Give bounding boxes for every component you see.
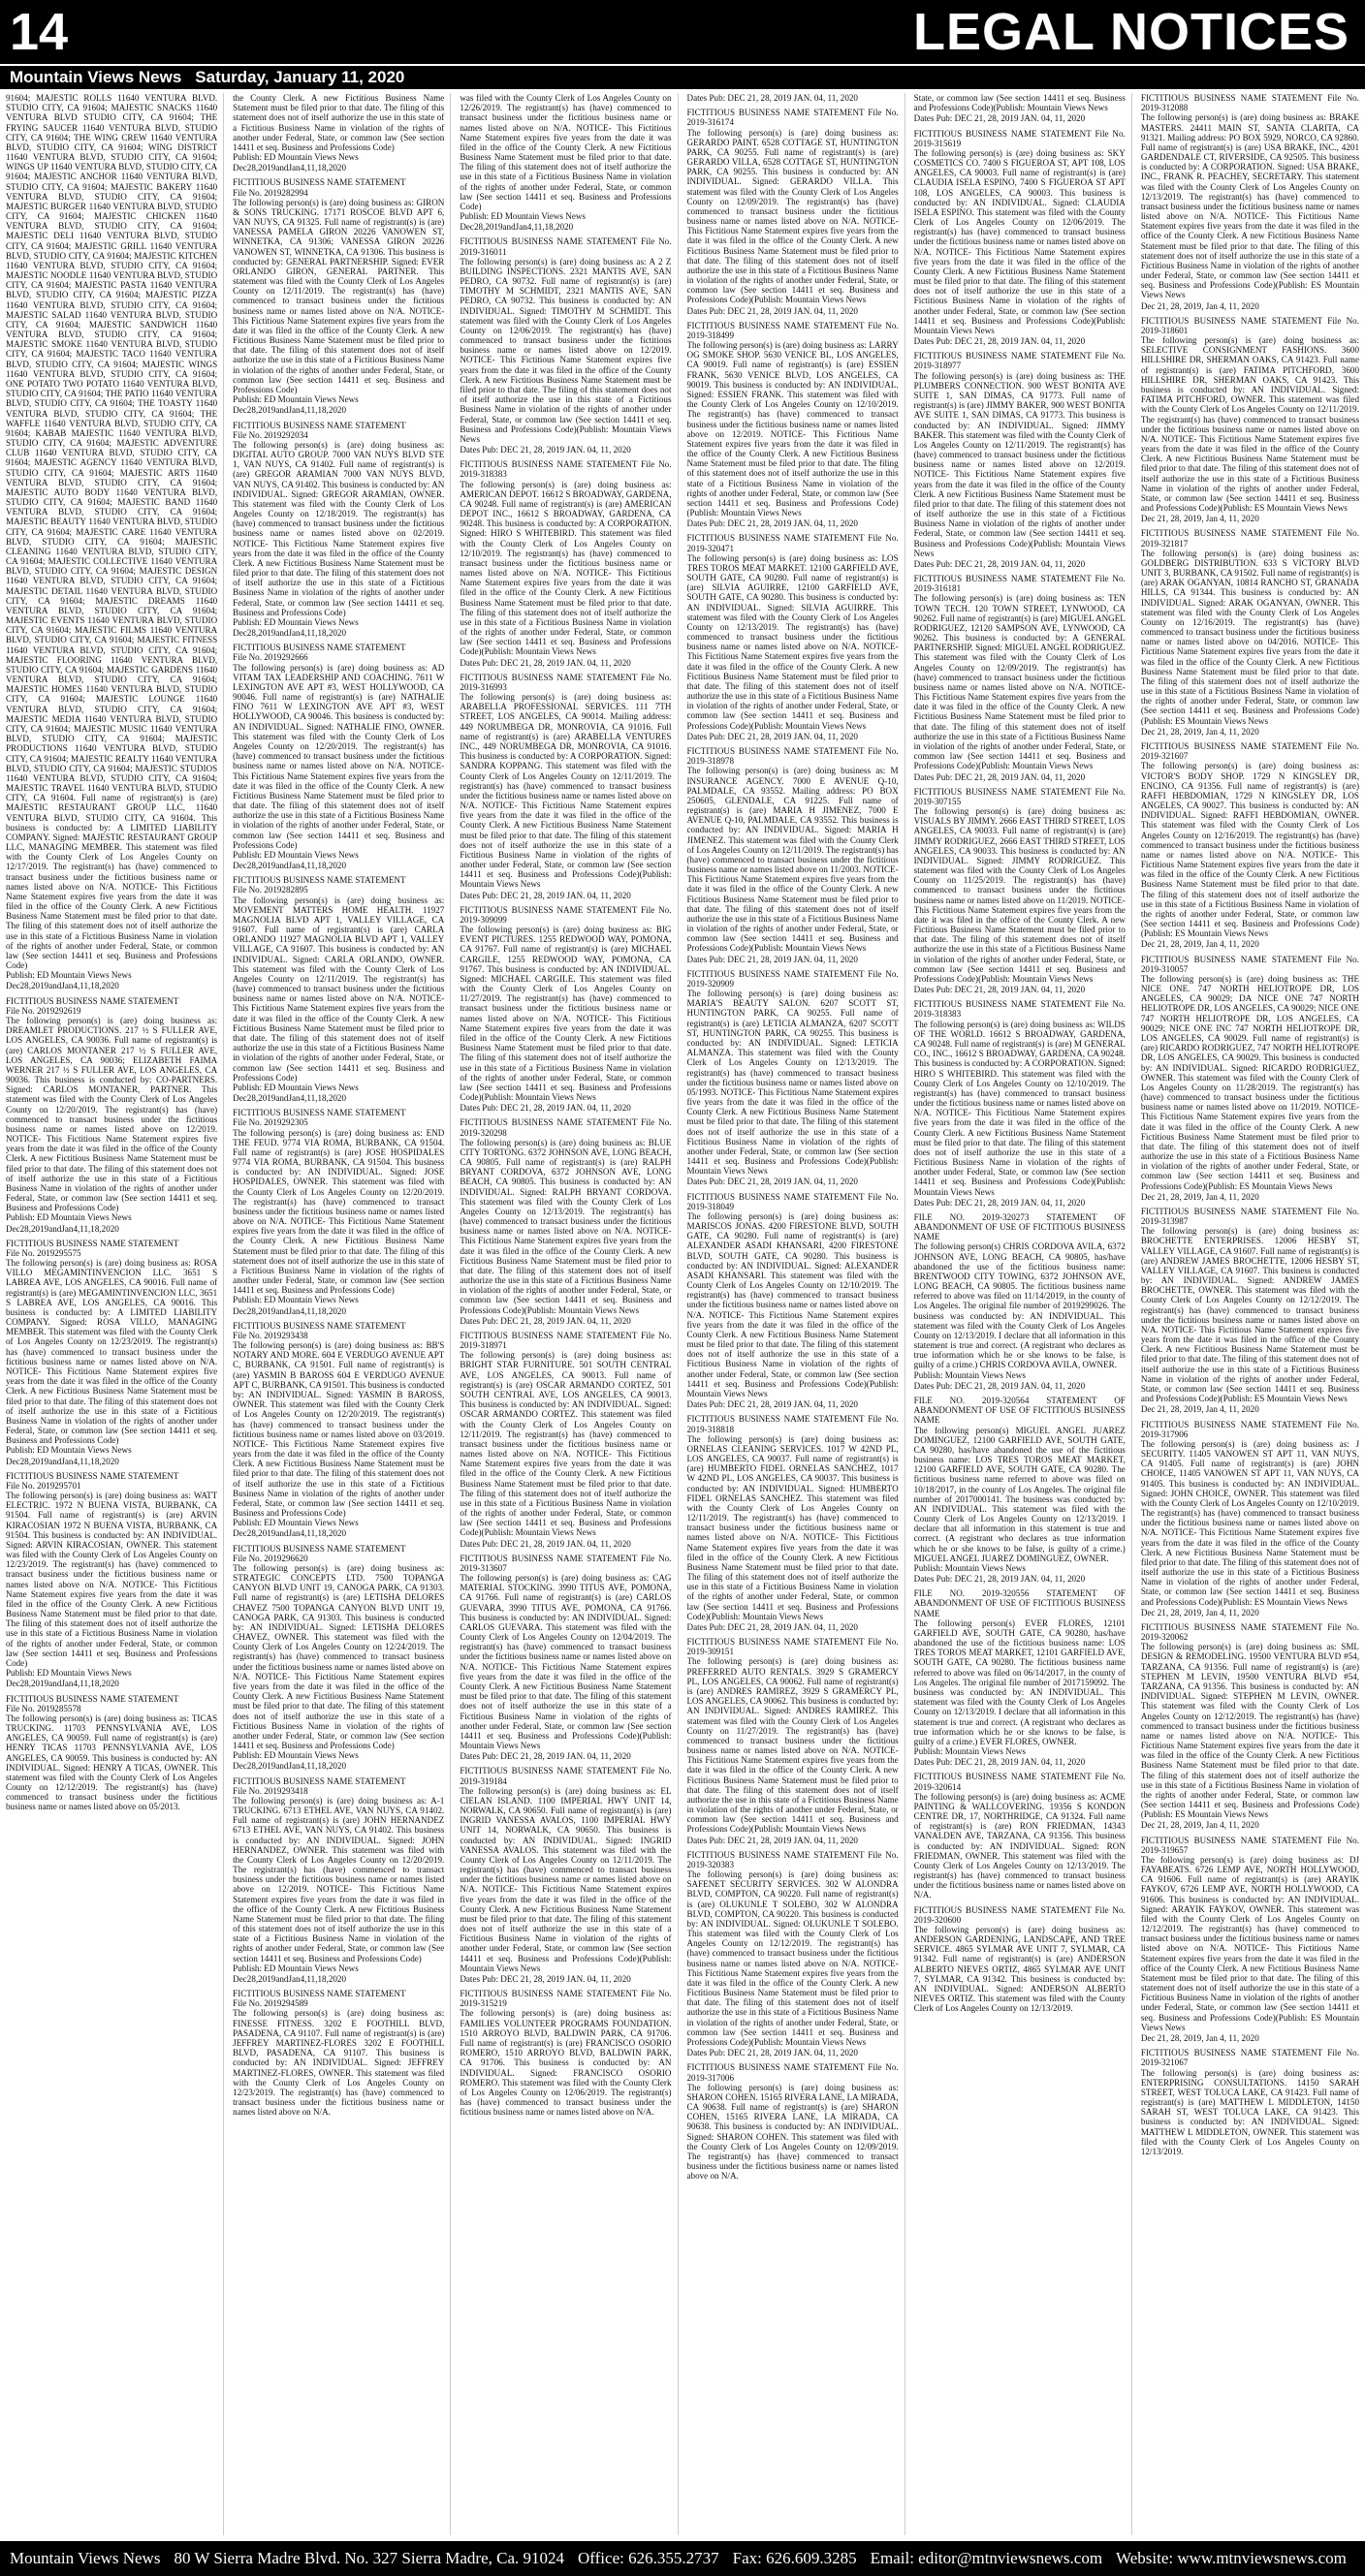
- legal-notice: [460, 905, 671, 1114]
- notice-dates: Dates Pub: DEC 21, 28, 2019 JAN. 04, 11, 2020: [460, 1538, 631, 1549]
- notice-body: The following person(s) is (are) doing business as: WILDS OF THE WORLD. 16612 S BROADWAY, GARDENA, CA 90248. Full name of registrant(s) is (are) M GENERAL CO., INC., 16612 S BROADWAY, GARDENA, CA 90248. This business is conducted by: A CORPORATION. Signed: HIRO S WHITEBIRD. This statement was filed with the County Clerk of Los Angeles County on 12/10/2019. The registrant(s) has (have) commenced to transact business under the fictitious business name or names listed above on N/A. NOTICE- This Fictitious Name Statement expires five years from the date it was filed in the office of the County Clerk. A new Fictitious Business Name Statement must be filed prior to that date. The filing of this statement does not of itself authorize the use in this state of a Fictitious Business Name in violation of the rights of another under Federal, State, or common law (See section 14411 et seq. Business and Professions Code)(Publish: Mountain Views News: [913, 1019, 1126, 1197]
- notice-body: The following person(s) is (are) doing business as: AD VITAM TAX LEADERSHIP AND COACHING. 7611 W LEXINGTON AVE APT #3, WEST HOLLYWOOD, CA 90046. Full name of registrant(s) is (are) NATHALIE FINO 7611 W LEXINGTON AVE APT #3, WEST HOLLYWOOD, CA 90046. This business is conducted by: AN INDIVIDUAL. Signed: NATHALIE FINO, OWNER. This statement was filed with the County Clerk of Los Angeles County on 12/20/2019. The registrant(s) has (have) commenced to transact business under the fictitious business name or names listed above on N/A. NOTICE- This Fictitious Name Statement expires five years from the date it was filed in the office of the County Clerk. A new Fictitious Business Name Statement must be filed prior to that date. The filing of this statement does not of itself authorize the use in this state of a Fictitious Business Name in violation of the rights of another under Federal, State, or common law (See section 14411 et seq. Business and Professions Code): [233, 662, 445, 850]
- notice-title: FICTITIOUS BUSINESS NAME STATEMENT File No. 2019-320614: [913, 1772, 1126, 1792]
- notice-body: The following person(s) is (are) doing business as: TEN TOWN TECH. 120 TOWN STREET, LYNWOOD, CA 90262. Full name of registrant(s) is (are) MIGUEL ANGEL RODRIGUEZ, 12120 SAMPSON AVE, LYNWOOD, CA 90262. This business is conducted by: A GENERAL PARTNERSHIP. Signed: MIGUEL ANGEL RODRIGUEZ. This statement was filed with the County Clerk of Los Angeles County on 12/09/2019. The registrant(s) has (have) commenced to transact business under the fictitious business name or names listed above on N/A. NOTICE- This Fictitious Name Statement expires five years from the date it was filed in the office of the County Clerk. A new Fictitious Business Name Statement must be filed prior to that date. The filing of this statement does not of itself authorize the use in this state of a Fictitious Business Name in violation of the rights of another under Federal, State, or common law (See section 14411 et seq. Business and Professions Code)(Publish: Mountain Views News: [913, 593, 1126, 771]
- notice-body: The following person(s) is (are) doing business as: SKY COSMETICS CO. 7400 S FIGUEROA ST, APT 108, LOS ANGELES, CA 90003. Full name of registrant(s) is (are) CLAUDIA ISELA ESPINO, 7400 S FIGUEROA ST APT 108, LOS ANGELES, CA 90003. This business is conducted by: AN INDIVIDUAL. Signed: CLAUDIA ISELA ESPINO. This statement was filed with the County Clerk of Los Angeles County on 12/06/2019. The registrant(s) has (have) commenced to transact business under the fictitious business name or names listed above on N/A. NOTICE- This Fictitious Name Statement expires five years from the date it was filed in the office of the County Clerk. A new Fictitious Business Name Statement must be filed prior to that date. The filing of this statement does not of itself authorize the use in this state of a Fictitious Business Name in violation of the rights of another under Federal, State, or common law (See section 14411 et seq. Business and Professions Code)(Publish: Mountain Views News: [913, 147, 1126, 335]
- footer-website[interactable]: Website: www.mtnviewsnews.com: [1116, 2549, 1347, 2567]
- notice-dates: Dec 21, 28, 2019, Jan 4, 11, 2020: [1140, 514, 1259, 524]
- notice-body: The following person(s) is (are) doing business as: BRAKE MASTERS. 24411 MAIN ST, SANTA CLARITA, CA 91321. Mailing address: PO BOX 5929, NORCO, CA 92860. Full name of registrant(s) is (are) USA BRAKE, INC., 4201 GARDENDALE CT, RIVERSIDE, CA 92505. This business is conducted by: A CORPORATION. Signed: USA BRAKE, INC., FRANK R. PEACHEY, SECRETARY. This statement was filed with the County Clerk of Los Angeles County on 12/13/2019. The registrant(s) has (have) commenced to transact business under the fictitious business name or names listed above on N/A. NOTICE- This Fictitious Name Statement expires five years from the date it was filed in the office of the County Clerk. A new Fictitious Business Name Statement must be filed prior to that date. The filing of this statement does not of itself authorize the use in this state of a Fictitious Business Name in violation of the rights of another under Federal, State, or common law (See section 14411 et seq. Business and Professions Code)(Publish: ES Mountain Views News: [1140, 112, 1359, 300]
- legal-notice: [233, 177, 444, 415]
- notice-publication: Publish: ED Mountain Views News: [233, 152, 359, 163]
- notice-dates: Dates Pub: DEC 21, 28, 2019 JAN. 04, 11, 2020: [913, 558, 1086, 569]
- notice-body: The following person(s) is (are) doing business as: BRIGHT STAR FURNITURE. 501 SOUTH CENTRAL AVE, LOS ANGELES, CA 90013. Full name of registrant(s) is (are) OSCAR ARMANDO CORTEZ, 501 SOUTH CENTRAL AVE, LOS ANGELES, CA 90013. This business is conducted by: AN INDIVIDUAL. Signed: OSCAR ARMANDO CORTEZ. This statement was filed with the County Clerk of Los Angeles County on 12/11/2019. The registrant(s) has (have) commenced to transact business under the fictitious business name or names listed above on N/A. NOTICE- This Fictitious Name Statement expires five years from the date it was filed in the office of the County Clerk. A new Fictitious Business Name Statement must be filed prior to that date. The filing of this statement does not of itself authorize the use in this state of a Fictitious Business Name in violation of the rights of another under Federal, State, or common law (See section 14411 et seq. Business and Professions Code)(Publish: Mountain Views News: [460, 1350, 672, 1538]
- notice-body: The following person(s) is (are) doing business as: MARISCOS JONAS. 4200 FIRESTONE BLVD, SOUTH GATE, CA 90280. Full name of registrant(s) is (are) ALEXANDER ASADI KHANSARI, 4200 FIRESTONE BLVD, SOUTH GATE, CA 90280. This business is conducted by: AN INDIVIDUAL. Signed: ALEXANDER ASADI KHANSARI. This statement was filed with the County Clerk of Los Angeles County on 12/10/2019. The registrant(s) has (have) commenced to transact business under the fictitious business name or names listed above on N/A. NOTICE- This Fictitious Name Statement expires five years from the date it was filed in the office of the County Clerk. A new Fictitious Business Name Statement must be filed prior to that date. The filing of this statement does not of itself authorize the use in this state of a Fictitious Business Name in violation of the rights of another under Federal, State, or common law (See section 14411 et seq. Business and Professions Code)(Publish: Mountain Views News: [686, 1210, 899, 1398]
- notice-body: The following person(s) is (are) doing business as: MARIA'S BEAUTY SALON. 6207 SCOTT ST, HUNTINGTON PARK, CA 90255. Full name of registrant(s) is (are) LETICIA ALMANZA, 6207 SCOTT ST, HUNTINGTON PARK, CA 90255. This business is conducted by: AN INDIVIDUAL. Signed: LETICIA ALMANZA. This statement was filed with the County Clerk of Los Angeles County on 12/13/2019. The registrant(s) has (have) commenced to transact business under the fictitious business name or names listed above on 05/1993. NOTICE- This Fictitious Name Statement expires five years from the date it was filed in the office of the County Clerk. A new Fictitious Business Name Statement must be filed prior to that date. The filing of this statement does not of itself authorize the use in this state of a Fictitious Business Name in violation of the rights of another under Federal, State, or common law (See section 14411 et seq. Business and Professions Code)(Publish: Mountain Views News: [686, 989, 899, 1177]
- notice-title: FICTITIOUS BUSINESS NAME STATEMENT: [233, 875, 406, 886]
- notice-title: FICTITIOUS BUSINESS NAME STATEMENT File No. 2019-321607: [1140, 741, 1359, 762]
- legal-notice: [687, 746, 899, 964]
- footer-paper-name: Mountain Views News: [10, 2549, 161, 2567]
- notice-dates: Dates Pub: DEC 21, 28, 2019 JAN. 04, 11, 2020: [686, 1835, 858, 1845]
- notice-body: The following person(s) is (are) doing business as: A 2 Z BUILDING INSPECTIONS. 2321 MANTIS AVE, SAN PEDRO, CA 90732. Full name of registrant(s) is (are) TIMOTHY M SCHMIDT, 2321 MANTIS AVE, SAN PEDRO, CA 90732. This business is conducted by: AN INDIVIDUAL. Signed: TIMOTHY M SCHMIDT. This statement was filed with the County Clerk of Los Angeles County on 12/06/2019. The registrant(s) has (have) commenced to transact business under the fictitious business name or names listed above on 12/2019. NOTICE- This Fictitious Name Statement expires five years from the date it was filed in the office of the County Clerk. A new Fictitious Business Name Statement must be filed prior to that date. The filing of this statement does not of itself authorize the use in this state of a Fictitious Business Name in violation of the rights of another under Federal, State, or common law (See section 14411 et seq. Business and Professions Code)(Publish: Mountain Views News: [460, 256, 672, 444]
- notice-dates: Dates Pub: DEC 21, 28, 2019 JAN. 04, 11, 2020: [686, 2048, 858, 2058]
- notice-title: FICTITIOUS BUSINESS NAME STATEMENT: [6, 1238, 179, 1248]
- notice-body: The following person(s) is (are) doing business as: AMERICAN DEPOT. 16612 S BROADWAY, GARDENA, CA 90248. Full name of registrant(s) is (are) AMERICAN DEPOT INC., 16612 S BROADWAY, GARDENA, CA 90248. This business is conducted by: A CORPORATION. Signed: HIRO S WHITEBIRD. This statement was filed with the County Clerk of Los Angeles County on 12/10/2019. The registrant(s) has (have) commenced to transact business under the fictitious business name or names listed above on N/A. NOTICE- This Fictitious Name Statement expires five years from the date it was filed in the office of the County Clerk. A new Fictitious Business Name Statement must be filed prior to that date. The filing of this statement does not of itself authorize the use in this state of a Fictitious Business Name in violation of the rights of another under Federal, State, or common law (See section 14411 et seq. Business and Professions Code)(Publish: Mountain Views News: [460, 479, 672, 657]
- notice-dates: Dec28,2019andJan4,11,18,2020: [6, 1679, 119, 1689]
- legal-notice: [460, 459, 671, 668]
- legal-notice: [914, 351, 1126, 569]
- footer-office-phone: Office: 626.355.2737: [578, 2549, 719, 2567]
- notice-dates: Dates Pub: DEC 21, 28, 2019 JAN. 04, 11, 2020: [686, 954, 858, 964]
- notice-dates: Dec28,2019andJan4,11,18,2020: [233, 1973, 347, 1984]
- notice-title: FICTITIOUS BUSINESS NAME STATEMENT: [233, 1775, 406, 1786]
- notice-publication: Publish: ED Mountain Views News: [6, 970, 132, 981]
- notice-file-number: File No. 2019293418: [233, 1785, 308, 1796]
- legal-notice: [687, 1414, 899, 1632]
- notice-title: FILE NO. 2019-320564 STATEMENT OF ABANDONMENT OF USE OF FICTITIOUS BUSINESS NAME: [913, 1396, 1126, 1426]
- notice-title: FICTITIOUS BUSINESS NAME STATEMENT: [233, 1108, 406, 1118]
- notice-body: The following person(s) is (are) doing business as: PREFERRED AUTO RENTALS. 3929 S GRAMERCY PL, LOS ANGELES, CA 90062. Full name of registrant(s) is (are) ANDRES RAMIREZ, 3929 S GRAMERCY PL, LOS ANGELES, CA 90062. This business is conducted by: AN INDIVIDUAL. Signed: ANDRES RAMIREZ. This statement was filed with the County Clerk of Los Angeles County on 11/27/2019. The registrant(s) has (have) commenced to transact business under the fictitious business name or names listed above on N/A. NOTICE- This Fictitious Name Statement expires five years from the date it was filed in the office of the County Clerk. A new Fictitious Business Name Statement must be filed prior to that date. The filing of this statement does not of itself authorize the use in this state of a Fictitious Business Name in violation of the rights of another under Federal, State, or common law (See section 14411 et seq. Business and Professions Code)(Publish: Mountain Views News: [686, 1656, 899, 1835]
- notice-publication: Publish: Mountain Views News: [913, 1562, 1026, 1573]
- notice-dates: Dec 21, 28, 2019, Jan 4, 11, 2020: [1140, 1404, 1259, 1415]
- notice-body: The following person(s) is (are) doing business as: SML DESIGN & REMODELING. 19500 VENTURA BLVD #54, TARZANA, CA 91356. Full name of registrant(s) is (are) STEPHEN M LEVIN, 19500 VENTURA BLVD #54, TARZANA, CA 91356. This business is conducted by: AN INDIVIDUAL. Signed: STEPHEN M LEVIN, OWNER. This statement was filed with the County Clerk of Los Angeles County on 12/12/2019. The registrant(s) has (have) commenced to transact business under the fictitious business name or names listed above on N/A. NOTICE- This Fictitious Name Statement expires five years from the date it was filed in the office of the County Clerk. A new Fictitious Business Name Statement must be filed prior to that date. The filing of this statement does not of itself authorize the use in this state of a Fictitious Business Name in violation of the rights of another under Federal, State, or common law (See section 14411 et seq. Business and Professions Code)(Publish: ES Mountain Views News: [1140, 1642, 1359, 1820]
- notice-body: The following person(s) is (are) doing business as: SHARON COHEN. 15165 RIVERA LANE, LA MIRADA, CA 90638. Full name of registrant(s) is (are) SHARON COHEN, 15165 RIVERA LANE, LA MIRADA, CA 90638. This business is conducted by: AN INDIVIDUAL. Signed: SHARON COHEN. This statement was filed with the County Clerk of Los Angeles County on 12/09/2019. The registrant(s) has (have) commenced to transact business under the fictitious business name or names listed above on N/A.: [686, 2082, 899, 2182]
- notice-title: FICTITIOUS BUSINESS NAME STATEMENT File No. 2019-316993: [460, 672, 672, 692]
- legal-notice: [233, 1989, 444, 2117]
- notice-file-number: File No. 2019292305: [233, 1117, 308, 1128]
- notice-title: FICTITIOUS BUSINESS NAME STATEMENT File No. 2019-321817: [1140, 528, 1359, 549]
- notice-column: [914, 93, 1132, 2535]
- notice-publication: Publish: ED Mountain Views News: [233, 1750, 359, 1761]
- footer-email[interactable]: Email: editor@mtnviewsnews.com: [870, 2549, 1103, 2567]
- notice-body: The following person(s) is (are) doing business as: J SECURITY. 11405 VANOWEN ST APT 11, VAN NUYS, CA 91405. Full name of registrant(s) is (are) JOHN CHOICE, 11405 VANOWEN ST APT 11, VAN NUYS, CA 91405. This business is conducted by: AN INDIVIDUAL. Signed: JOHN CHOICE, OWNER. This statement was filed with the County Clerk of Los Angeles County on 12/10/2019. The registrant(s) has (have) commenced to transact business under the fictitious business name or names listed above on N/A. NOTICE- This Fictitious Name Statement expires five years from the date it was filed in the office of the County Clerk. A new Fictitious Business Name Statement must be filed prior to that date. The filing of this statement does not of itself authorize the use in this state of a Fictitious Business Name in violation of the rights of another under Federal, State, or common law (See section 14411 et seq. Business and Professions Code)(Publish: ES Mountain Views News: [1140, 1438, 1359, 1607]
- notice-publication: Publish: ED Mountain Views News: [6, 1668, 132, 1679]
- legal-notice: [233, 1776, 444, 1985]
- notice-dates: Dates Pub: DEC 21, 28, 2019 JAN. 04, 11, 2020: [686, 1621, 858, 1632]
- notice-publication: Publish: ED Mountain Views News: [6, 1445, 132, 1456]
- notice-dates: Dec28,2019andJan4,11,18,2020: [6, 1223, 119, 1234]
- notice-title: FICTITIOUS BUSINESS NAME STATEMENT File No. 2019-318978: [686, 746, 899, 767]
- notice-title: FICTITIOUS BUSINESS NAME STATEMENT File No. 2019-310057: [1140, 954, 1359, 974]
- legal-notice: [914, 574, 1126, 782]
- notice-column: [6, 93, 224, 2535]
- notice-body: The following person(s) is (are) doing business as: ARABELLA PROFESSIONAL SERVICES. 111 7TH STREET, LOS ANGELES, CA 90014. Mailing address: 449 NORUMBEGA DR, MONROVIA, CA 91016. Full name of registrant(s) is (are) ARABELLA VENTURES INC., 449 NORUMBEGA DR, MONROVIA, CA 91016. This business is conducted by: A CORPORATION. Signed: SANDRA KOPPANG. This statement was filed with the County Clerk of Los Angeles County on 12/11/2019. The registrant(s) has (have) commenced to transact business under the fictitious business name or names listed above on N/A. NOTICE- This Fictitious Name Statement expires five years from the date it was filed in the office of the County Clerk. A new Fictitious Business Name Statement must be filed prior to that date. The filing of this statement does not of itself authorize the use in this state of a Fictitious Business Name in violation of the rights of another under Federal, State, or common law (See section 14411 et seq. Business and Professions Code)(Publish: Mountain Views News: [460, 692, 672, 890]
- legal-notice: [460, 1554, 671, 1762]
- notice-title: FICTITIOUS BUSINESS NAME STATEMENT File No. 2019-318971: [460, 1330, 672, 1351]
- notice-column: [460, 93, 678, 2535]
- notice-title: FICTITIOUS BUSINESS NAME STATEMENT: [233, 1320, 406, 1331]
- legal-notice: [233, 875, 444, 1103]
- notice-body: The following person(s) is (are) doing business as: GIRON & SONS TRUCKING. 17171 ROSCOE BLVD APT 6, VAN NUYS, CA 91325. Full name of registrant(s) is (are) VANESSA PAMELA GIRON 20226 VANOWEN ST, WINNETKA, CA 91306; VANESSA GIRON 20226 VANOWEN ST, WINNETKA, CA 91306. This business is conducted by: GENERAL PARTNERSHIP. Signed: EVER ORLANDO GIRON, GENERAL PARTNER. This statement was filed with the County Clerk of Los Angeles County on 12/11/2019. The registrant(s) has (have) commenced to transact business under the fictitious business name or names listed above on N/A. NOTICE- This Fictitious Name Statement expires five years from the date it was filed in the office of the County Clerk. A new Fictitious Business Name Statement must be filed prior to that date. The filing of this statement does not of itself authorize the use in this state of a Fictitious Business Name in violation of the rights of another under Federal, State, or common law (See section 14411 et seq. Business and Professions Code): [233, 197, 445, 394]
- legal-notice: [6, 1239, 217, 1466]
- notice-title: FICTITIOUS BUSINESS NAME STATEMENT: [233, 177, 406, 188]
- legal-notice: [233, 421, 444, 639]
- notice-dates: Dates Pub: DEC 21, 28, 2019 JAN. 04, 11, 2020: [460, 445, 631, 456]
- legal-notice: [687, 321, 899, 529]
- notice-dates: Dec 21, 28, 2019, Jan 4, 11, 2020: [1140, 1607, 1259, 1618]
- notice-publication: Publish: ED Mountain Views News: [233, 1518, 359, 1528]
- notice-body: The following person(s) is (are) doing business as: MOVEMENT MATTERS HOME HEALTH. 11927 MAGNOLIA BLVD APT 1, VALLEY VILLAGE, CA 91607. Full name of registrant(s) is (are) CARLA ORLANDO 11927 MAGNOLIA BLVD APT 1, VALLEY VILLAGE, CA 91607. This business is conducted by: AN INDIVIDUAL. Signed: CARLA ORLANDO, OWNER. This statement was filed with the County Clerk of Los Angeles County on 12/11/2019. The registrant(s) has (have) commenced to transact business under the fictitious business name or names listed above on N/A. NOTICE- This Fictitious Name Statement expires five years from the date it was filed in the office of the County Clerk. A new Fictitious Business Name Statement must be filed prior to that date. The filing of this statement does not of itself authorize the use in this state of a Fictitious Business Name in violation of the rights of another under Federal, State, or common law (See section 14411 et seq. Business and Professions Code): [233, 895, 445, 1083]
- footer-fax: Fax: 626.609.3285: [732, 2549, 857, 2567]
- legal-notice: [6, 996, 217, 1234]
- legal-notice: [687, 1850, 899, 2058]
- notice-title: FICTITIOUS BUSINESS NAME STATEMENT File No. 2019-320298: [460, 1117, 672, 1138]
- notice-dates: Dec28,2019andJan4,11,18,2020: [233, 1093, 347, 1104]
- notice-body: The following person(s) is (are) doing business as: FAMILIES VOLUNTEER PROGRAMS FOUNDATION. 1510 ARROYO BLVD, BALDWIN PARK, CA 91706. Full name of registrant(s) is (are) FRANCISCO OSORIO ROMERO, 1510 ARROYO BLVD, BALDWIN PARK, CA 91706. This business is conducted by: AN INDIVIDUAL. Signed: FRANCISCO OSORIO ROMERO. This statement was filed with the County Clerk of Los Angeles County on 12/06/2019. The registrant(s) has (have) commenced to transact business under the fictitious business name or names listed above on N/A.: [460, 2008, 672, 2118]
- notice-body: The following person(s) is (are) doing business as: CAG MATERIAL STOCKING. 3990 TITUS AVE, POMONA, CA 91766. Full name of registrant(s) is (are) CARLOS GUEVARA, 3990 TITUS AVE, POMONA, CA 91766. This business is conducted by: AN INDIVIDUAL. Signed: CARLOS GUEVARA. This statement was filed with the County Clerk of Los Angeles County on 12/04/2019. The registrant(s) has (have) commenced to transact business under the fictitious business name or names listed above on N/A. NOTICE- This Fictitious Name Statement expires five years from the date it was filed in the office of the County Clerk. A new Fictitious Business Name Statement must be filed prior to that date. The filing of this statement does not of itself authorize the use in this state of a Fictitious Business Name in violation of the rights of another under Federal, State, or common law (See section 14411 et seq. Business and Professions Code)(Publish: Mountain Views News: [460, 1573, 672, 1751]
- legal-notice: [460, 1331, 671, 1549]
- notice-publication: Publish: ED Mountain Views News: [233, 1295, 359, 1305]
- issue-date: Saturday, January 11, 2020: [195, 68, 405, 86]
- notice-columns: [6, 93, 1359, 2535]
- legal-notice: [1141, 1622, 1359, 1831]
- notice-title: FICTITIOUS BUSINESS NAME STATEMENT File No. 2019-316181: [913, 574, 1126, 594]
- notice-publication: Publish: ED Mountain Views News: [233, 849, 359, 860]
- notice-body: The following person(s) CHRIS CORDOVA AVILA, 6372 JOHNSON AVE, LONG BEACH, CA 90805, has/have abandoned the use of the fictitious business name: BRENTWOOD CITY TOWING, 6372 JOHNSON AVE, LONG BEACH, CA 90805. The fictitious business name referred to above was filed on 11/14/2019, in the county of Los Angeles. The original file number of 2019299026. The business was conducted by: AN INDIVIDUAL. This statement was filed with the County Clerk of Los Angeles County on 12/13/2019. I declare that all information in this statement is true and correct. (A registrant who declares as true information which he or she knows to be false, is guilty of a crime.) CHRIS CORDOVA AVILA, OWNER.: [913, 1241, 1126, 1370]
- footer-address: 80 W Sierra Madre Blvd. No. 327 Sierra Madre, Ca. 91024: [174, 2549, 565, 2567]
- notice-title: FICTITIOUS BUSINESS NAME STATEMENT File No. 2019-320909: [686, 968, 899, 989]
- paper-name: Mountain Views News: [10, 68, 182, 86]
- notice-body: The following person(s) is (are) doing business as: THE NICE ONE. 747 NORTH HELIOTROPE DR, LOS ANGELES, CA 90029; DA NICE ONE 747 NORTH HELIOTROPE DR, LOS ANGELES, CA 90029; NICE ONE 747 NORTH HELIOTROPE DR, LOS ANGELES, CA 90029; NICE ONE INC 747 NORTH HELIOTROPE DR, LOS ANGELES, CA 90029. Full name of registrant(s) is (are) RICARDO RODRIGUEZ, 747 NORTH HELIOTROPE DR, LOS ANGELES, CA 90029. This business is conducted by: AN INDIVIDUAL. Signed: RICARDO RODRIGUEZ, OWNER. This statement was filed with the County Clerk of Los Angeles County on 11/28/2019. The registrant(s) has (have) commenced to transact business under the fictitious business name or names listed above on 11/2019. NOTICE- This Fictitious Name Statement expires five years from the date it was filed in the office of the County Clerk. A new Fictitious Business Name Statement must be filed prior to that date. The filing of this statement does not of itself authorize the use in this state of a Fictitious Business Name in violation of the rights of another under Federal, State, or common law (See section 14411 et seq. Business and Professions Code)(Publish: ES Mountain Views News: [1140, 973, 1359, 1191]
- notice-body: State, or common law (See section 14411 et seq. Business and Professions Code)(Publish: Mountain Views News: [913, 93, 1126, 113]
- notice-title: FICTITIOUS BUSINESS NAME STATEMENT File No. 2019-320383: [686, 1849, 899, 1869]
- notice-column: [233, 93, 451, 2535]
- notice-title: FICTITIOUS BUSINESS NAME STATEMENT File No. 2019-318818: [686, 1414, 899, 1434]
- legal-notice: [1141, 93, 1359, 311]
- notice-title: FICTITIOUS BUSINESS NAME STATEMENT File No. 2019-309151: [686, 1637, 899, 1657]
- notice-column: [1141, 93, 1359, 2535]
- legal-notice: [1141, 1836, 1359, 2044]
- notice-file-number: File No. 2019292666: [233, 652, 308, 663]
- notice-body: The following person(s) is (are) doing business as: ENTERPRISING CONSULTATIONS. 14150 SARAH STREET, WEST TOLUCA LAKE, CA 91423. Full name of registrant(s) is (are) MATTHEW L MIDDLETON, 14150 SARAH ST, WEST TOLUCA LAKE, CA 91423. This business is conducted by: AN INDIVIDUAL. Signed: MATTHEW L MIDDLETON, OWNER. This statement was filed with the County Clerk of Los Angeles County on 12/13/2019.: [1140, 2067, 1359, 2156]
- notice-title: FICTITIOUS BUSINESS NAME STATEMENT File No. 2019-317906: [1140, 1419, 1359, 1439]
- notice-file-number: File No. 2019285578: [6, 1703, 81, 1713]
- notice-publication: Publish: ED Mountain Views News: [233, 1963, 359, 1973]
- notice-file-number: File No. 2019294589: [233, 1998, 308, 2009]
- notice-title: FICTITIOUS BUSINESS NAME STATEMENT: [6, 995, 179, 1006]
- notice-dates: Dates Pub: DEC 21, 28, 2019 JAN. 04, 11, 2020: [460, 657, 631, 668]
- notice-dates: Dates Pub: DEC 21, 28, 2019 JAN. 04, 11, 2020: [460, 1751, 631, 1762]
- notice-dates: Dates Pub: DEC 21, 28, 2019 JAN. 04, 11, 2020: [686, 1399, 858, 1410]
- footer: [0, 2541, 1365, 2576]
- notice-body: The following person(s) is (are) doing business as: TICAS TRUCKING. 11703 PENNSYLVANIA AVE, LOS ANGELES, CA 90059. Full name of registrant(s) is (are) HENRY TICAS 11703 PENNSYLVANIA AVE, LOS ANGELES, CA 90059. This business is conducted by: AN INDIVIDUAL. Signed: HENRY A TICAS, OWNER. This statement was filed with the County Clerk of Los Angeles County on 12/12/2019. The registrant(s) has (have) commenced to transact business under the fictitious business name or names listed above on 05/2013.: [6, 1712, 218, 1812]
- legal-notice: [687, 93, 899, 103]
- notice-title: FICTITIOUS BUSINESS NAME STATEMENT File No. 2019-319657: [1140, 1835, 1359, 1855]
- legal-notice: [687, 108, 899, 316]
- legal-notice: [460, 1989, 671, 2117]
- notice-body: Dates Pub: DEC 21, 28, 2019 JAN. 04, 11, 2020: [686, 93, 858, 103]
- legal-notice: [1141, 528, 1359, 737]
- notice-body: The following person(s) is (are) doing business as: EL CIELAN ISLAND. 1100 IMPERIAL HWY UNIT 14, NORWALK, CA 90650. Full name of registrant(s) is (are) INGRID VANESSA AVALOS, 1100 IMPERIAL HWY UNIT 14, NORWALK, CA 90650. This business is conducted by: AN INDIVIDUAL. Signed: INGRID VANESSA AVALOS. This statement was filed with the County Clerk of Los Angeles County on 12/11/2019. The registrant(s) has (have) commenced to transact business under the fictitious business name or names listed above on N/A. NOTICE- This Fictitious Name Statement expires five years from the date it was filed in the office of the County Clerk. A new Fictitious Business Name Statement must be filed prior to that date. The filing of this statement does not of itself authorize the use in this state of a Fictitious Business Name in violation of the rights of another under Federal, State, or common law (See section 14411 et seq. Business and Professions Code)(Publish: Mountain Views News: [460, 1785, 672, 1973]
- notice-body: The following person(s) is (are) doing business as: FINESSE FITNESS. 3202 E FOOTHILL BLVD, PASADENA, CA 91107. Full name of registrant(s) is (are) JEFFREY MARTINEZ-FLORES 3202 E FOOTHILL BLVD, PASADENA, CA 91107. This business is conducted by: AN INDIVIDUAL. Signed: JEFFREY MARTINEZ-FLORES, OWNER. This statement was filed with the County Clerk of Los Angeles County on 12/23/2019. The registrant(s) has (have) commenced to transact business under the fictitious business name or names listed above on N/A.: [233, 2008, 445, 2118]
- notice-body: The following person(s) is (are) doing business as: ORNELAS CLEANING SERVICES. 1017 W 42ND PL, LOS ANGELES, CA 90037. Full name of registrant(s) is (are) HUMBERTO FIDEL ORNELAS SANCHEZ, 1017 W 42ND PL, LOS ANGELES, CA 90037. This business is conducted by: AN INDIVIDUAL. Signed: HUMBERTO FIDEL ORNELAS SANCHEZ. This statement was filed with the County Clerk of Los Angeles County on 12/11/2019. The registrant(s) has (have) commenced to transact business under the fictitious business name or names listed above on N/A. NOTICE- This Fictitious Name Statement expires five years from the date it was filed in the office of the County Clerk. A new Fictitious Business Name Statement must be filed prior to that date. The filing of this statement does not of itself authorize the use in this state of a Fictitious Business Name in violation of the rights of another under Federal, State, or common law (See section 14411 et seq. Business and Professions Code)(Publish: Mountain Views News: [686, 1433, 899, 1621]
- notice-body: The following person(s) is (are) doing business as: ROSA VILLO MEGAMINTINVENCION LLC. 3651 S LABREA AVE, LOS ANGELES, CA 90016. Full name of registrant(s) is (are) MEGAMINTINVENCION LLC, 3651 S LABREA AVE, LOS ANGELES, CA 90016. This business is conducted by: A LIMITED LIABILITY COMPANY. Signed: ROSA VILLO, MANAGING MEMBER. This statement was filed with the County Clerk of Los Angeles County on 12/23/2019. The registrant(s) has (have) commenced to transact business under the fictitious business name or names listed above on N/A. NOTICE- This Fictitious Name Statement expires five years from the date it was filed in the office of the County Clerk. A new Fictitious Business Name Statement must be filed prior to that date. The filing of this statement does not of itself authorize the use in this state of a Fictitious Business Name in violation of the rights of another under Federal, State, or common law (See section 14411 et seq. Business and Professions Code): [6, 1258, 218, 1446]
- notice-title: FICTITIOUS BUSINESS NAME STATEMENT File No. 2019-307155: [913, 786, 1126, 806]
- notice-body: The following person(s) is (are) doing business as: DREAMLET PRODUCTIONS. 217 ½ S FULLER AVE, LOS ANGELES, CA 90036. Full name of registrant(s) is (are) CARLOS MONTANER 217 ½ S FULLER AVE, LOS ANGELES, CA 90036; ELIZABETH FAIMA WERNER 217 ½ S FULLER AVE, LOS ANGELES, CA 90036. This business is conducted by: CO-PARTNERS. Signed: CARLOS MONTANER, PARTNER. This statement was filed with the County Clerk of Los Angeles County on 12/20/2019. The registrant(s) has (have) commenced to transact business under the fictitious business name or names listed above on 12/2019. NOTICE- This Fictitious Name Statement expires five years from the date it was filed in the office of the County Clerk. A new Fictitious Business Name Statement must be filed prior to that date. The filing of this statement does not of itself authorize the use in this state of a Fictitious Business Name in violation of the rights of another under Federal, State, or common law (See section 14411 et seq. Business and Professions Code): [6, 1015, 218, 1213]
- legal-notice: [233, 1321, 444, 1539]
- notice-body: The following person(s) is (are) doing business as: ACME PAINTING & WALLCOVERING. 19356 S KONDON CENTRE DR, 17, NORTHRIDGE, CA 91324. Full name of registrant(s) is (are) RON FRIEDMAN, 14343 VANALDEN AVE, TARZANA, CA 91356. This business is conducted by: AN INDIVIDUAL. Signed: RON FRIEDMAN, OWNER. This statement was filed with the County Clerk of Los Angeles County on 12/13/2019. The registrant(s) has (have) commenced to transact business under the fictitious business name or names listed above on N/A.: [913, 1791, 1126, 1901]
- notice-dates: Dec 21, 28, 2019, Jan 4, 11, 2020: [1140, 1191, 1259, 1202]
- notice-dates: Dates Pub: DEC 21, 28, 2019 JAN. 04, 11, 2020: [913, 336, 1086, 347]
- legal-notice: [687, 533, 899, 741]
- legal-notice: [460, 673, 671, 900]
- notice-dates: Dec 21, 28, 2019, Jan 4, 11, 2020: [1140, 939, 1259, 950]
- notice-title: FICTITIOUS BUSINESS NAME STATEMENT File No. 2019-319184: [460, 1766, 672, 1786]
- notice-title: FICTITIOUS BUSINESS NAME STATEMENT: [233, 643, 406, 653]
- notice-dates: Dec28,2019andJan4,11,18,2020: [233, 1761, 347, 1772]
- notice-publication: Publish: ED Mountain Views News: [233, 1082, 359, 1092]
- notice-dates: Dec 21, 28, 2019, Jan 4, 11, 2020: [1140, 1820, 1259, 1831]
- legal-notice: [1141, 1207, 1359, 1415]
- notice-title: FICTITIOUS BUSINESS NAME STATEMENT File No. 2019-320471: [686, 533, 899, 553]
- notice-dates: Dec 21, 28, 2019, Jan 4, 11, 2020: [1140, 300, 1259, 311]
- notice-dates: Dates Pub: DEC 21, 28, 2019 JAN. 04, 11, 2020: [460, 1103, 631, 1114]
- notice-body: The following person(s) is (are) doing business as: LARRY OG SMOKE SHOP. 5630 VENICE BL, LOS ANGELES, CA 90019. Full name of registrant(s) is (are) ESSIEN FRANK, 5630 VENICE BLVD, LOS ANGELES, CA 90019. This business is conducted by: AN INDIVIDUAL. Signed: ESSIEN FRANK. This statement was filed with the County Clerk of Los Angeles County on 12/10/2019. The registrant(s) has (have) commenced to transact business under the fictitious business name or names listed above on 12/2019. NOTICE- This Fictitious Name Statement expires five years from the date it was filed in the office of the County Clerk. A new Fictitious Business Name Statement must be filed prior to that date. The filing of this statement does not of itself authorize the use in this state of a Fictitious Business Name in violation of the rights of another under Federal, State, or common law (See section 14411 et seq. Business and Professions Code)(Publish: Mountain Views News: [686, 340, 899, 518]
- notice-body: The following person(s) is (are) doing business as: STRATEGIC CONCEPTS LTD. 7500 TOPANGA CANYON BLVD UNIT 19, CANOGA PARK, CA 91303. Full name of registrant(s) is (are) LETISHA DELORES CHAVEZ 7500 TOPANGA CANYON BLVD UNIT 19, CANOGA PARK, CA 91303. This business is conducted by: AN INDIVIDUAL. Signed: LETISHA DELORES CHAVEZ, OWNER. This statement was filed with the County Clerk of Los Angeles County on 12/24/2019. The registrant(s) has (have) commenced to transact business under the fictitious business name or names listed above on N/A. NOTICE- This Fictitious Name Statement expires five years from the date it was filed in the office of the County Clerk. A new Fictitious Business Name Statement must be filed prior to that date. The filing of this statement does not of itself authorize the use in this state of a Fictitious Business Name in violation of the rights of another under Federal, State, or common law (See section 14411 et seq. Business and Professions Code): [233, 1562, 445, 1751]
- notice-dates: Dates Pub: DEC 21, 28, 2019 JAN. 04, 11, 2020: [913, 771, 1086, 782]
- notice-title: FICTITIOUS BUSINESS NAME STATEMENT File No. 2019-313987: [1140, 1206, 1359, 1227]
- legal-notice: [460, 1117, 671, 1326]
- legal-notice: [687, 1637, 899, 1845]
- notice-dates: Dec28,2019andJan4,11,18,2020: [233, 628, 347, 639]
- notice-dates: Dates Pub: DEC 21, 28, 2019 JAN. 04, 11, 2020: [913, 1574, 1086, 1585]
- notice-dates: Dec28,2019andJan4,11,18,2020: [6, 981, 119, 991]
- notice-body: was filed with the County Clerk of Los Angeles County on 12/26/2019. The registrant(s) has (have) commenced to transact business under the fictitious business name or names listed above on N/A. NOTICE- This Fictitious Name Statement expires five years from the date it was filed in the office of the County Clerk. A new Fictitious Business Name Statement must be filed prior to that date. The filing of this statement does not of itself authorize the use in this state of a Fictitious Business Name in violation of the rights of another under Federal, State, or common law (See section 14411 et seq. Business and Professions Code): [460, 93, 672, 211]
- notice-title: FICTITIOUS BUSINESS NAME STATEMENT File No. 2019-318383: [460, 459, 672, 480]
- notice-body: The following person(s) EVER FLORES, 12101 GARFIELD AVE, SOUTH GATE, CA 90280, has/have abandoned the use of the fictitious business name: LOS TRES TOROS MEAT MARKET, 12101 GARFIELD AVE, SOUTH GATE, CA 90280. The fictitious business name referred to above was filed on 06/14/2017, in the county of Los Angeles. The original file number of 2017159092. The business was conducted by: AN INDIVIDUAL. This statement was filed with the County Clerk of Los Angeles County on 12/13/2019. I declare that all information in this statement is true and correct. (A registrant who declares as true information which he or she knows to be false, is guilty of a crime.) EVER FLORES, OWNER.: [913, 1618, 1126, 1746]
- notice-title: FICTITIOUS BUSINESS NAME STATEMENT File No. 2019-315219: [460, 1989, 672, 2009]
- notice-title: FICTITIOUS BUSINESS NAME STATEMENT File No. 2019-318049: [686, 1191, 899, 1211]
- legal-notice: [1141, 1420, 1359, 1618]
- notice-title: FICTITIOUS BUSINESS NAME STATEMENT File No. 2019-320600: [913, 1904, 1126, 1925]
- notice-file-number: File No. 2019292619: [6, 1005, 81, 1016]
- notice-title: FICTITIOUS BUSINESS NAME STATEMENT File No. 2019-318383: [913, 999, 1126, 1020]
- notice-dates: Dates Pub: DEC 21, 28, 2019 JAN. 04, 11, 2020: [913, 1197, 1086, 1208]
- notice-body: The following person(s) is (are) doing business as: SAFENET SECURITY SERVICES. 302 W ALONDRA BLVD, COMPTON, CA 90220. Full name of registrant(s) is (are) OLUKUNLE T SOLEBO, 302 W ALONDRA BLVD, COMPTON, CA 90220. This business is conducted by: AN INDIVIDUAL. Signed: OLUKUNLE T SOLEBO. This statement was filed with the County Clerk of Los Angeles County on 12/12/2019. The registrant(s) has (have) commenced to transact business under the fictitious business name or names listed above on N/A. NOTICE- This Fictitious Name Statement expires five years from the date it was filed in the office of the County Clerk. A new Fictitious Business Name Statement must be filed prior to that date. The filing of this statement does not of itself authorize the use in this state of a Fictitious Business Name in violation of the rights of another under Federal, State, or common law (See section 14411 et seq. Business and Professions Code)(Publish: Mountain Views News: [686, 1869, 899, 2047]
- notice-title: FICTITIOUS BUSINESS NAME STATEMENT File No. 2019-309099: [460, 904, 672, 925]
- notice-title: FICTITIOUS BUSINESS NAME STATEMENT File No. 2019-321067: [1140, 2048, 1359, 2068]
- date-line: [0, 64, 1365, 89]
- notice-dates: Dec28,2019andJan4,11,18,2020: [233, 163, 347, 173]
- notice-body: The following person(s) is (are) doing business as: ANDERSON GARDENING, LANDSCAPE, AND TREE SERVICE. 4865 SYLMAR AVE UNIT 7, SYLMAR, CA 91342. Full name of registrant(s) is (are) ANDERSON ALBERTO NIEVES ORTIZ, 4865 SYLMAR AVE UNIT 7, SYLMAR, CA 91342. This business is conducted by: AN INDIVIDUAL. Signed: ANDERSON ALBERTO NIEVES ORTIZ. This statement was filed with the County Clerk of Los Angeles County on 12/13/2019.: [913, 1924, 1126, 2014]
- notice-publication: Publish: Mountain Views News: [913, 1369, 1026, 1380]
- notice-file-number: File No. 2019296620: [233, 1553, 308, 1563]
- legal-notice: [460, 1766, 671, 1984]
- notice-dates: Dates Pub: DEC 21, 28, 2019 JAN. 04, 11, 2020: [460, 1973, 631, 1984]
- notice-publication: Publish: ED Mountain Views News: [233, 616, 359, 627]
- legal-notice: [233, 1108, 444, 1316]
- notice-dates: Dates Pub: DEC 21, 28, 2019 JAN. 04, 11, 2020: [913, 1757, 1086, 1768]
- notice-column: [687, 93, 905, 2535]
- legal-notice: [914, 787, 1126, 995]
- notice-title: FILE NO. 2019-320273 STATEMENT OF ABANDONMENT OF USE OF FICTITIOUS BUSINESS NAME: [913, 1211, 1126, 1242]
- notice-body: The following person(s) MIGUEL ANGEL JUAREZ DOMINGUEZ, 12100 GARFIELD AVE, SOUTH GATE, CA 90280, has/have abandoned the use of the fictitious business name: LOS TRES TOROS MEAT MARKET, 12100 GARFIELD AVE, SOUTH GATE, CA 90280. The fictitious business name referred to above was filed on 10/18/2017, in the county of Los Angeles. The original file number of 2017000141. The business was conducted by: AN INDIVIDUAL. This statement was filed with the County Clerk of Los Angeles County on 12/13/2019. I declare that all information in this statement is true and correct. (A registrant who declares as true information which he or she knows to be false, is guilty of a crime.) MIGUEL ANGEL JUAREZ DOMINGUEZ, OWNER.: [913, 1425, 1126, 1563]
- notice-title: FICTITIOUS BUSINESS NAME STATEMENT: [6, 1470, 179, 1481]
- notice-body: The following person(s) is (are) doing business as: LOS TRES TOROS MEAT MARKET. 12100 GARFIELD AVE, SOUTH GATE, CA 90280. Full name of registrant(s) is (are) SILVIA AGUIRRE, 12100 GARFIELD AVE, SOUTH GATE, CA 90280. This business is conducted by: AN INDIVIDUAL. Signed: SILVIA AGUIRRE. This statement was filed with the County Clerk of Los Angeles County on 12/13/2019. The registrant(s) has (have) commenced to transact business under the fictitious business name or names listed above on N/A. NOTICE- This Fictitious Name Statement expires five years from the date it was filed in the office of the County Clerk. A new Fictitious Business Name Statement must be filed prior to that date. The filing of this statement does not of itself authorize the use in this state of a Fictitious Business Name in violation of the rights of another under Federal, State, or common law (See section 14411 et seq. Business and Professions Code)(Publish: Mountain Views News: [686, 552, 899, 731]
- notice-dates: Dec 21, 28, 2019, Jan 4, 11, 2020: [1140, 726, 1259, 737]
- legal-notice: [1141, 955, 1359, 1202]
- legal-notice: [914, 1588, 1126, 1767]
- notice-dates: Dates Pub: DEC 21, 28, 2019 JAN. 04, 11, 2020: [686, 305, 858, 316]
- legal-notice: [1141, 316, 1359, 524]
- legal-notice: [1141, 741, 1359, 950]
- legal-notice: [687, 2062, 899, 2181]
- notice-publication: Publish: ED Mountain Views News: [460, 211, 586, 222]
- notice-file-number: File No. 2019282895: [233, 885, 308, 895]
- notice-dates: Dec28,2019andJan4,11,18,2020: [233, 861, 347, 871]
- notice-file-number: File No. 2019292034: [233, 429, 308, 440]
- masthead: [0, 0, 1365, 64]
- notice-body: The following person(s) is (are) doing business as: DIGITAL AUTO GROUP. 7000 VAN NUYS BLVD STE 1, VAN NUYS, CA 91402. Full name of registrant(s) is (are) GREGOR ARAMIAN 7000 VAN NUYS BLVD, VAN NUYS, CA 91402. This business is conducted by: AN INDIVIDUAL. Signed: GREGOR ARAMIAN, OWNER. This statement was filed with the County Clerk of Los Angeles County on 12/18/2019. The registrant(s) has (have) commenced to transact business under the fictitious business name or names listed above on 02/2019. NOTICE- This Fictitious Name Statement expires five years from the date it was filed in the office of the County Clerk. A new Fictitious Business Name Statement must be filed prior to that date. The filing of this statement does not of itself authorize the use in this state of a Fictitious Business Name in violation of the rights of another under Federal, State, or common law (See section 14411 et seq. Business and Professions Code): [233, 439, 445, 617]
- page-number: 14: [10, 3, 69, 61]
- notice-dates: Dates Pub: DEC 21, 28, 2019 JAN. 04, 11, 2020: [460, 1315, 631, 1326]
- legal-notice: [914, 1772, 1126, 1900]
- notice-title: FILE NO. 2019-320556 STATEMENT OF ABANDONMENT OF USE OF FICTITIOUS BUSINESS NAME: [913, 1588, 1126, 1618]
- notice-dates: Dec28,2019andJan4,11,18,2020: [233, 1305, 347, 1316]
- legal-notice: [460, 236, 671, 455]
- legal-notice: [914, 1212, 1126, 1391]
- notice-file-number: File No. 2019295575: [6, 1247, 81, 1258]
- notice-body: The following person(s) is (are) doing business as: A-1 TRUCKING. 6713 ETHEL AVE, VAN NUYS, CA 91402. Full name of registrant(s) is (are) JOHN HERNANDEZ 6713 ETHEL AVE, VAN NUYS, CA 91402. This business is conducted by: AN INDIVIDUAL. Signed: JOHN HERNANDEZ, OWNER. This statement was filed with the County Clerk of Los Angeles County on 12/20/2019. The registrant(s) has (have) commenced to transact business under the fictitious business name or names listed above on 12/2019. NOTICE- This Fictitious Name Statement expires five years from the date it was filed in the office of the County Clerk. A new Fictitious Business Name Statement must be filed prior to that date. The filing of this statement does not of itself authorize the use in this state of a Fictitious Business Name in violation of the rights of another under Federal, State, or common law (See section 14411 et seq. Business and Professions Code): [233, 1795, 445, 1963]
- notice-dates: Dec28,2019andJan4,11,18,2020: [460, 222, 574, 233]
- notice-dates: Dates Pub: DEC 21, 28, 2019 JAN. 04, 11, 2020: [913, 1380, 1086, 1391]
- notice-title: FICTITIOUS BUSINESS NAME STATEMENT File No. 2019-312088: [1140, 93, 1359, 113]
- notice-title: FICTITIOUS BUSINESS NAME STATEMENT: [233, 1543, 406, 1554]
- notice-dates: Dec28,2019andJan4,11,18,2020: [233, 1528, 347, 1539]
- legal-notice: [460, 93, 671, 232]
- notice-title: FICTITIOUS BUSINESS NAME STATEMENT File No. 2019-320062: [1140, 1621, 1359, 1643]
- notice-body: The following person(s) is (are) doing business as: BB'S NOTARY AND MORE. 604 E VERDUGO AVENUE APT C, BURBANK, CA 91501. Full name of registrant(s) is (are) YASMIN B BAROSS 604 E VERDUGO AVENUE APT C, BURBANK, CA 91501. This business is conducted by: AN INDIVIDUAL. Signed: YASMIN B BAROSS, OWNER. This statement was filed with the County Clerk of Los Angeles County on 12/20/2019. The registrant(s) has (have) commenced to transact business under the fictitious business name or names listed above on 03/2019. NOTICE- This Fictitious Name Statement expires five years from the date it was filed in the office of the County Clerk. A new Fictitious Business Name Statement must be filed prior to that date. The filing of this statement does not of itself authorize the use in this state of a Fictitious Business Name in violation of the rights of another under Federal, State, or common law (See section 14411 et seq. Business and Professions Code): [233, 1340, 445, 1519]
- notice-body: The following person(s) is (are) doing business as: SELECTIVE CONSIGNMENT FASHIONS. 3600 HILLSHIRE DR, SHERMAN OAKS, CA 91423. Full name of registrant(s) is (are) FATIMA PITCHFORD, 3600 HILLSHIRE DR, SHERMAN OAKS, CA 91423. This business is conducted by: AN INDIVIDUAL. Signed: FATIMA PITCHFORD, OWNER. This statement was filed with the County Clerk of Los Angeles County on 12/11/2019. The registrant(s) has (have) commenced to transact business under the fictitious business name or names listed above on N/A. NOTICE- This Fictitious Name Statement expires five years from the date it was filed in the office of the County Clerk. A new Fictitious Business Name Statement must be filed prior to that date. The filing of this statement does not of itself authorize the use in this state of a Fictitious Business Name in violation of the rights of another under Federal, State, or common law (See section 14411 et seq. Business and Professions Code)(Publish: ES Mountain Views News: [1140, 335, 1359, 514]
- legal-notice: [914, 93, 1126, 124]
- notice-body: 91604; MAJESTIC ROLLS 11640 VENTURA BLVD. STUDIO CITY, CA 91604; MAJESTIC SNACKS 11640 VENTURA BLVD STUDIO CITY, CA 91604; THE FRYING SAUCER 11640 VENTURA BLVD, STUDIO CITY, CA 91604; THE WING CREW 11640 VENTURA BLVD, STUDIO CITY, CA 91604; WING DISTRICT 11640 VENTURA BLVD, STUDIO CITY, CA 91604; WINGS UP 11640 VENTURA BLVD, STUDIO CITY, CA 91604; MAJESTIC ANCHOR 11640 VENTURA BLVD, STUDIO CITY, CA 91604; MAJESTIC BAKERY 11640 VENTURA BLVD, STUDIO CITY, CA 91604; MAJESTIC BURGER 11640 VENTURA BLVD, STUDIO CITY, CA 91604; MAJESTIC CHICKEN 11640 VENTURA BLVD, STUDIO CITY, CA 91604; MAJESTIC DELI 11640 VENTURA BLVD, STUDIO CITY, CA 91604; MAJESTIC GRILL 11640 VENTURA BLVD, STUDIO CITY, CA 91604; MAJESTIC KITCHEN 11640 VENTURA BLVD, STUDIO CITY, CA 91604; MAJESTIC NOODLE 11640 VENTURA BLVD, STUDIO CITY, CA 91604; MAJESTIC PASTA 11640 VENTURA BLVD, STUDIO CITY, CA 91604; MAJESTIC PIZZA 11640 VENTURA BLVD, STUDIO CITY, CA 91604; MAJESTIC SALAD 11640 VENTURA BLVD, STUDIO CITY, CA 91604; MAJESTIC SANDWICH 11640 VENTURA BLVD, STUDIO CITY, CA 91604; MAJESTIC SMOKE 11640 VENTURA BLVD, STUDIO CITY, CA 91604; MAJESTIC TACO 11640 VENTURA BLVD, STUDIO CITY, CA 91604; MAJESTIC WINGS 11640 VENTURA BLVD, STUDIO CITY, CA 91604; ONE POTATO TWO POTATO 11640 VENTURA BLVD, STUDIO CITY, CA 91604; THE PATIO 11640 VENTURA BLVD, STUDIO CITY, CA 91604; THE TOASTY 11640 VENTURA BLVD, STUDIO CITY, CA 91604; THE WAFFLE 11640 VENTURA BLVD, STUDIO CITY, CA 91604; KABAB MAJESTIC 11640 VENTURA BLVD, STUDIO CITY, CA 91604; MAJESTIC ADVENTURE CLUB 11640 VENTURA BLVD, STUDIO CITY, CA 91604; MAJESTIC AGENCY 11640 VENTURA BLVD, STUDIO CITY, CA 91604; MAJESTIC ARTS 11640 VENTURA BLVD, STUDIO CITY, CA 91604; MAJESTIC AUTO BODY 11640 VENTURA BLVD, STUDIO CITY, CA 91604; MAJESTIC BAND 11640 VENTURA BLVD, STUDIO CITY, CA 91604; MAJESTIC BEAUTY 11640 VENTURA BLVD, STUDIO CITY, CA 91604; MAJESTIC CARE 11640 VENTURA BLVD, STUDIO CITY, CA 91604; MAJESTIC CLEANING 11640 VENTURA BLVD, STUDIO CITY, CA 91604; MAJESTIC COLLECTIVE 11640 VENTURA BLVD, STUDIO CITY, CA 91604; MAJESTIC DESIGN 11640 VENTURA BLVD, STUDIO CITY, CA 91604; MAJESTIC DETAIL 11640 VENTURA BLVD, STUDIO CITY, CA 91604; MAJESTIC DREAMS 11640 VENTURA BLVD, STUDIO CITY, CA 91604; MAJESTIC EVENTS 11640 VENTURA BLVD, STUDIO CITY, CA 91604; MAJESTIC FILMS 11640 VENTURA BLVD, STUDIO CITY, CA 91604; MAJESTIC FITNESS 11640 VENTURA BLVD, STUDIO CITY, CA 91604; MAJESTIC FLOORING 11640 VENTURA BLVD, STUDIO CITY, CA 91604; MAJESTIC GARDENS 11640 VENTURA BLVD, STUDIO CITY, CA 91604; MAJESTIC HOMES 11640 VENTURA BLVD, STUDIO CITY, CA 91604; MAJESTIC LOUNGE 11640 VENTURA BLVD, STUDIO CITY, CA 91604; MAJESTIC MEDIA 11640 VENTURA BLVD, STUDIO CITY, CA 91604; MAJESTIC MUSIC 11640 VENTURA BLVD, STUDIO CITY, CA 91604; MAJESTIC PRODUCTIONS 11640 VENTURA BLVD, STUDIO CITY, CA 91604; MAJESTIC REALTY 11640 VENTURA BLVD, STUDIO CITY, CA 91604; MAJESTIC STUDIOS 11640 VENTURA BLVD, STUDIO CITY, CA 91604; MAJESTIC TRAVEL 11640 VENTURA BLVD, STUDIO CITY, CA 91604. Full name of registrant(s) is (are) MAJESTIC RESTAURANT GROUP LLC, 11640 VENTURA BLVD, STUDIO CITY, CA 91604. This business is conducted by: A LIMITED LIABILITY COMPANY. Signed: MAJESTIC RESTAURANT GROUP LLC, MANAGING MEMBER. This statement was filed with the County Clerk of Los Angeles County on 12/17/2019. The registrant(s) has (have) commenced to transact business under the fictitious business name or names listed above on N/A. NOTICE- This Fictitious Name Statement expires five years from the date it was filed in the office of the County Clerk. A new Fictitious Business Name Statement must be filed prior to that date. The filing of this statement does not of itself authorize the use in this state of a Fictitious Business Name in violation of the rights of another under Federal, State, or common law (See section 14411 et seq. Business and Professions Code): [6, 93, 218, 971]
- legal-notice: [914, 999, 1126, 1208]
- notice-body: the County Clerk. A new Fictitious Business Name Statement must be filed prior to that date. The filing of this statement does not of itself authorize the use in this state of a Fictitious Business Name in violation of the rights of another under Federal, State, or common law (See section 14411 et seq. Business and Professions Code): [233, 93, 445, 152]
- notice-body: The following person(s) is (are) doing business as: THE PLUMBERS CONNECTION. 900 WEST BONITA AVE SUITE 1, SAN DIMAS, CA 91773. Full name of registrant(s) is (are) JIMMY BAKER, 900 WEST BONITA AVE SUITE 1, SAN DIMAS, CA 91773. This business is conducted by: AN INDIVIDUAL. Signed: JIMMY BAKER. This statement was filed with the County Clerk of Los Angeles County on 12/11/2019. The registrant(s) has (have) commenced to transact business under the fictitious business name or names listed above on 12/2019. NOTICE- This Fictitious Name Statement expires five years from the date it was filed in the office of the County Clerk. A new Fictitious Business Name Statement must be filed prior to that date. The filing of this statement does not of itself authorize the use in this state of a Fictitious Business Name in violation of the rights of another under Federal, State, or common law (See section 14411 et seq. Business and Professions Code)(Publish: Mountain Views News: [913, 370, 1126, 558]
- notice-dates: Dec28,2019andJan4,11,18,2020: [233, 405, 347, 416]
- notice-body: The following person(s) is (are) doing business as: DJ FAYABEATS. 6726 LEMP AVE, NORTH HOLLYWOOD, CA 91606. Full name of registrant(s) is (are) ARAYIK FAYKOV, 6726 LEMP AVE, NORTH HOLLYWOOD, CA 91606. This business is conducted by: AN INDIVIDUAL. Signed: ARAYIK FAYKOV, OWNER. This statement was filed with the County Clerk of Los Angeles County on 12/12/2019. The registrant(s) has (have) commenced to transact business under the fictitious business name or names listed above on N/A. NOTICE- This Fictitious Name Statement expires five years from the date it was filed in the office of the County Clerk. A new Fictitious Business Name Statement must be filed prior to that date. The filing of this statement does not of itself authorize the use in this state of a Fictitious Business Name in violation of the rights of another under Federal, State, or common law (See section 14411 et seq. Business and Professions Code)(Publish: ES Mountain Views News: [1140, 1854, 1359, 2032]
- notice-publication: Publish: ED Mountain Views News: [6, 1212, 132, 1223]
- legal-notice: [914, 129, 1126, 347]
- notice-title: FICTITIOUS BUSINESS NAME STATEMENT File No. 2019-318977: [913, 351, 1126, 371]
- notice-dates: Dates Pub: DEC 21, 28, 2019 JAN. 04, 11, 2020: [686, 1177, 858, 1187]
- legal-notice: [6, 1471, 217, 1689]
- legal-notice: [687, 1192, 899, 1410]
- notice-title: FICTITIOUS BUSINESS NAME STATEMENT File No. 2019-316174: [686, 108, 899, 128]
- notice-title: FICTITIOUS BUSINESS NAME STATEMENT File No. 2019-318499: [686, 320, 899, 340]
- notice-body: The following person(s) is (are) doing business as: VICTOR'S BODY SHOP. 1729 N KINGSLEY DR, ENCINO, CA 91356. Full name of registrant(s) is (are) RAFFI HEBDOMIAN, 1729 N KINGSLEY DR, LOS ANGELES, CA 90027. This business is conducted by: AN INDIVIDUAL. Signed: RAFFI HEBDOMIAN, OWNER. This statement was filed with the County Clerk of Los Angeles County on 12/16/2019. The registrant(s) has (have) commenced to transact business under the fictitious business name or names listed above on N/A. NOTICE- This Fictitious Name Statement expires five years from the date it was filed in the office of the County Clerk. A new Fictitious Business Name Statement must be filed prior to that date. The filing of this statement does not of itself authorize the use in this state of a Fictitious Business Name in violation of the rights of another under Federal, State, or common law (See section 14411 et seq. Business and Professions Code)(Publish: ES Mountain Views News: [1140, 761, 1359, 939]
- notice-dates: Dates Pub: DEC 21, 28, 2019 JAN. 04, 11, 2020: [913, 113, 1086, 124]
- legal-notice: [914, 1905, 1126, 2014]
- legal-notice: [233, 643, 444, 870]
- notice-dates: Dec 21, 28, 2019, Jan 4, 11, 2020: [1140, 2033, 1259, 2043]
- notice-title: FICTITIOUS BUSINESS NAME STATEMENT File No. 2019-315619: [913, 128, 1126, 148]
- notice-title: FICTITIOUS BUSINESS NAME STATEMENT: [233, 1989, 406, 1999]
- notice-title: FICTITIOUS BUSINESS NAME STATEMENT File No. 2019-316011: [460, 236, 672, 257]
- legal-notice: [6, 93, 217, 991]
- notice-body: The following person(s) is (are) doing business as: END THE FEUD. 9774 VIA ROMA, BURBANK, CA 91504. Full name of registrant(s) is (are) JOSE HOSPIDALES 9774 VIA ROMA, BURBANK, CA 91504. This business is conducted by: AN INDIVIDUAL. Signed: JOSE HOSPIDALES, OWNER. This statement was filed with the County Clerk of Los Angeles County on 12/20/2019. The registrant(s) has (have) commenced to transact business under the fictitious business name or names listed above on N/A. NOTICE- This Fictitious Name Statement expires five years from the date it was filed in the office of the County Clerk. A new Fictitious Business Name Statement must be filed prior to that date. The filing of this statement does not of itself authorize the use in this state of a Fictitious Business Name in violation of the rights of another under Federal, State, or common law (See section 14411 et seq. Business and Professions Code): [233, 1127, 445, 1296]
- notice-body: The following person(s) is (are) doing business as: BLUE CITY TORTONG. 6372 JOHNSON AVE, LONG BEACH, CA 90805. Full name of registrant(s) is (are) RALPH BRYANT CORDOVA, 6372 JOHNSON AVE, LONG BEACH, CA 90805. This business is conducted by: AN INDIVIDUAL. Signed: RALPH BRYANT CORDOVA. This statement was filed with the County Clerk of Los Angeles County on 12/13/2019. The registrant(s) has (have) commenced to transact business under the fictitious business name or names listed above on N/A. NOTICE- This Fictitious Name Statement expires five years from the date it was filed in the office of the County Clerk. A new Fictitious Business Name Statement must be filed prior to that date. The filing of this statement does not of itself authorize the use in this state of a Fictitious Business Name in violation of the rights of another under Federal, State, or common law (See section 14411 et seq. Business and Professions Code)(Publish: Mountain Views News: [460, 1137, 672, 1315]
- notice-dates: Dates Pub: DEC 21, 28, 2019 JAN. 04, 11, 2020: [686, 518, 858, 529]
- notice-body: The following person(s) is (are) doing business as: M INSURANCE AGENCY. 7000 E AVENUE Q-10, PALMDALE, CA 93552. Mailing address: PO BOX 250605, GLENDALE, CA 91225. Full name of registrant(s) is (are) MARIA H JIMENEZ, 7000 E AVENUE Q-10, PALMDALE, CA 93552. This business is conducted by: AN INDIVIDUAL. Signed: MARIA H JIMENEZ. This statement was filed with the County Clerk of Los Angeles County on 12/11/2019. The registrant(s) has (have) commenced to transact business under the fictitious business name or names listed above on 11/2003. NOTICE- This Fictitious Name Statement expires five years from the date it was filed in the office of the County Clerk. A new Fictitious Business Name Statement must be filed prior to that date. The filing of this statement does not of itself authorize the use in this state of a Fictitious Business Name in violation of the rights of another under Federal, State, or common law (See section 14411 et seq. Business and Professions Code)(Publish: Mountain Views News: [686, 766, 899, 954]
- legal-notice: [1141, 2048, 1359, 2156]
- notice-title: FICTITIOUS BUSINESS NAME STATEMENT: [233, 420, 406, 430]
- notice-title: FICTITIOUS BUSINESS NAME STATEMENT File No. 2019-317006: [686, 2062, 899, 2083]
- notice-body: The following person(s) is (are) doing business as: WATT ELECTRIC. 1972 N BUENA VISTA, BURBANK, CA 91504. Full name of registrant(s) is (are) ARVIN KIRACOSIAN 1972 N BUENA VISTA, BURBANK, CA 91504. This business is conducted by: AN INDIVIDUAL. Signed: ARVIN KIRACOSIAN, OWNER. This statement was filed with the County Clerk of Los Angeles County on 12/23/2019. The registrant(s) has (have) commenced to transact business under the fictitious business name or names listed above on N/A. NOTICE- This Fictitious Name Statement expires five years from the date it was filed in the office of the County Clerk. A new Fictitious Business Name Statement must be filed prior to that date. The filing of this statement does not of itself authorize the use in this state of a Fictitious Business Name in violation of the rights of another under Federal, State, or common law (See section 14411 et seq. Business and Professions Code): [6, 1491, 218, 1668]
- notice-dates: Dec28,2019andJan4,11,18,2020: [6, 1456, 119, 1466]
- notice-dates: Dates Pub: DEC 21, 28, 2019 JAN. 04, 11, 2020: [460, 890, 631, 900]
- legal-notice: [233, 93, 444, 173]
- notice-dates: Dates Pub: DEC 21, 28, 2019 JAN. 04, 11, 2020: [913, 985, 1086, 995]
- section-title: LEGAL NOTICES: [912, 3, 1349, 61]
- notice-body: The following person(s) is (are) doing business as: BROCHETTE ENTERPRISES. 12006 HESBY ST, VALLEY VILLAGE, CA 91607. Full name of registrant(s) is (are) ANDREW JAMES BROCHETTE, 12006 HESBY ST, VALLEY VILLAGE, CA 91607. This business is conducted by: AN INDIVIDUAL. Signed: ANDREW JAMES BROCHETTE, OWNER. This statement was filed with the County Clerk of Los Angeles County on 12/12/2019. The registrant(s) has (have) commenced to transact business under the fictitious business name or names listed above on N/A. NOTICE- This Fictitious Name Statement expires five years from the date it was filed in the office of the County Clerk. A new Fictitious Business Name Statement must be filed prior to that date. The filing of this statement does not of itself authorize the use in this state of a Fictitious Business Name in violation of the rights of another under Federal, State, or common law (See section 14411 et seq. Business and Professions Code)(Publish: ES Mountain Views News: [1140, 1226, 1359, 1404]
- notice-file-number: File No. 2019295701: [6, 1480, 81, 1491]
- notice-file-number: File No. 2019293438: [233, 1330, 308, 1340]
- legal-notice: [233, 1544, 444, 1772]
- notice-body: The following person(s) is (are) doing business as: GOLDBERG DISTRIBUTION. 633 S VICTORY BLVD UNIT 3, BURBANK, CA 91502. Full name of registrant(s) is (are) ARAK OGANYAN, 10814 RANCHO ST, GRANADA HILLS, CA 91344. This business is conducted by: AN INDIVIDUAL. Signed: ARAK OGANYAN, OWNER. This statement was filed with the County Clerk of Los Angeles County on 12/16/2019. The registrant(s) has (have) commenced to transact business under the fictitious business name or names listed above on 04/2016. NOTICE- This Fictitious Name Statement expires five years from the date it was filed in the office of the County Clerk. A new Fictitious Business Name Statement must be filed prior to that date. The filing of this statement does not of itself authorize the use in this state of a Fictitious Business Name in violation of the rights of another under Federal, State, or common law (See section 14411 et seq. Business and Professions Code)(Publish: ES Mountain Views News: [1140, 548, 1359, 726]
- notice-body: The following person(s) is (are) doing business as: BIG EVENT PICTURES. 1255 REDWOOD WAY, POMONA, CA 91767. Full name of registrant(s) is (are) MICHAEL CARGILE, 1255 REDWOOD WAY, POMONA, CA 91767. This business is conducted by: AN INDIVIDUAL. Signed: MICHAEL CARGILE. This statement was filed with the County Clerk of Los Angeles County on 11/27/2019. The registrant(s) has (have) commenced to transact business under the fictitious business name or names listed above on N/A. NOTICE- This Fictitious Name Statement expires five years from the date it was filed in the office of the County Clerk. A new Fictitious Business Name Statement must be filed prior to that date. The filing of this statement does not of itself authorize the use in this state of a Fictitious Business Name in violation of the rights of another under Federal, State, or common law (See section 14411 et seq. Business and Professions Code)(Publish: Mountain Views News: [460, 925, 672, 1103]
- notice-file-number: File No. 2019282994: [233, 187, 308, 198]
- legal-notice: [687, 969, 899, 1187]
- notice-dates: Dates Pub: DEC 21, 28, 2019 JAN. 04, 11, 2020: [686, 731, 858, 741]
- notice-body: The following person(s) is (are) doing business as: GERARDO PAINT. 6528 COTTAGE ST, HUNTINGTON PARK, CA 90255. Full name of registrant(s) is (are) GERARDO VILLA, 6528 COTTAGE ST, HUNTINGTON PARK, CA 90255. This business is conducted by: AN INDIVIDUAL. Signed: GERARDO VILLA. This statement was filed with the County Clerk of Los Angeles County on 12/09/2019. The registrant(s) has (have) commenced to transact business under the fictitious business name or names listed above on N/A. NOTICE- This Fictitious Name Statement expires five years from the date it was filed in the office of the County Clerk. A new Fictitious Business Name Statement must be filed prior to that date. The filing of this statement does not of itself authorize the use in this state of a Fictitious Business Name in violation of the rights of another under Federal, State, or common law (See section 14411 et seq. Business and Professions Code)(Publish: Mountain Views News: [686, 127, 899, 305]
- legal-notice: [914, 1396, 1126, 1584]
- notice-publication: Publish: ED Mountain Views News: [233, 394, 359, 405]
- notice-publication: Publish: Mountain Views News: [913, 1746, 1026, 1757]
- legal-notice: [6, 1694, 217, 1812]
- notice-title: FICTITIOUS BUSINESS NAME STATEMENT File No. 2019-318601: [1140, 315, 1359, 335]
- notice-title: FICTITIOUS BUSINESS NAME STATEMENT File No. 2019-313607: [460, 1553, 672, 1573]
- notice-title: FICTITIOUS BUSINESS NAME STATEMENT: [6, 1693, 179, 1704]
- notice-body: The following person(s) is (are) doing business as: VISUALS BY JIMMY. 2666 EAST THIRD STREET, LOS ANGELES, CA 90033. Full name of registrant(s) is (are) JIMMY RODRIGUEZ, 2666 EAST THIRD STREET, LOS ANGELES, CA 90033. This business is conducted by: AN INDIVIDUAL. Signed: JIMMY RODRIGUEZ. This statement was filed with the County Clerk of Los Angeles County on 11/25/2019. The registrant(s) has (have) commenced to transact business under the fictitious business name or names listed above on 11/2019. NOTICE- This Fictitious Name Statement expires five years from the date it was filed in the office of the County Clerk. A new Fictitious Business Name Statement must be filed prior to that date. The filing of this statement does not of itself authorize the use in this state of a Fictitious Business Name in violation of the rights of another under Federal, State, or common law (See section 14411 et seq. Business and Professions Code)(Publish: Mountain Views News: [913, 806, 1126, 984]
